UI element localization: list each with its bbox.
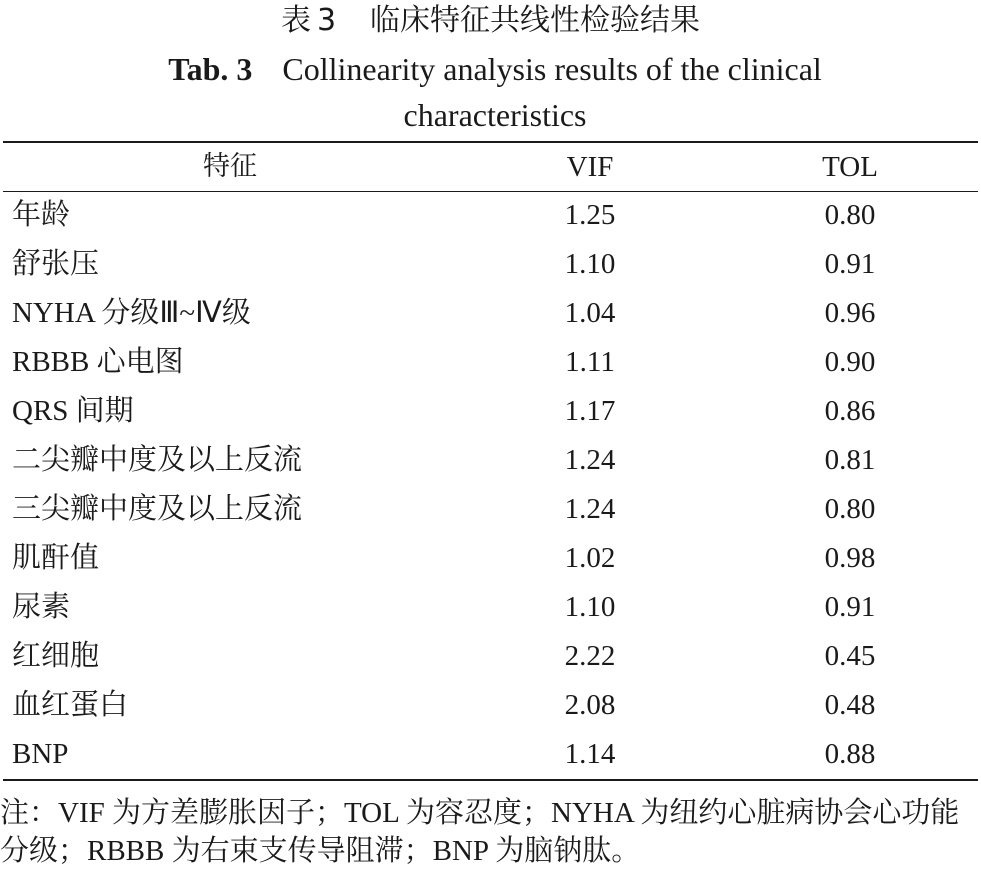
table-row bbox=[0, 485, 981, 534]
row-tol: 0.81 bbox=[824, 444, 876, 476]
row-tol: 0.80 bbox=[824, 199, 876, 231]
row-vif: 1.14 bbox=[564, 738, 616, 770]
row-vif: 2.08 bbox=[564, 689, 616, 721]
row-tol: 0.86 bbox=[824, 395, 876, 427]
row-feature: 尿素 bbox=[12, 591, 71, 623]
row-feature: 红细胞 bbox=[12, 640, 100, 672]
table-row bbox=[0, 191, 981, 240]
table-row bbox=[0, 338, 981, 387]
title-prefix: 表 bbox=[280, 3, 311, 38]
title-number-english: Tab. 3 bbox=[168, 51, 253, 87]
row-feature: 年龄 bbox=[12, 199, 71, 231]
row-tol: 0.96 bbox=[824, 297, 876, 329]
row-feature: NYHA 分级Ⅲ~Ⅳ级 bbox=[12, 297, 251, 329]
table-header-row bbox=[0, 143, 981, 191]
row-tol: 0.80 bbox=[824, 493, 876, 525]
title-number: 3 bbox=[316, 3, 337, 38]
row-feature: RBBB 心电图 bbox=[12, 346, 184, 378]
row-tol: 0.45 bbox=[824, 640, 876, 672]
table-row bbox=[0, 583, 981, 632]
table-title-english bbox=[150, 46, 840, 138]
row-feature: 三尖瓣中度及以上反流 bbox=[12, 493, 303, 525]
row-vif: 1.10 bbox=[564, 591, 616, 623]
table-row bbox=[0, 387, 981, 436]
row-vif: 1.24 bbox=[564, 493, 616, 525]
row-feature: 舒张压 bbox=[12, 248, 100, 280]
table-row bbox=[0, 240, 981, 289]
table-row bbox=[0, 681, 981, 730]
row-vif: 1.25 bbox=[564, 199, 616, 231]
header-vif: VIF bbox=[566, 151, 614, 183]
row-feature: QRS 间期 bbox=[12, 395, 134, 427]
row-tol: 0.90 bbox=[824, 346, 876, 378]
row-tol: 0.91 bbox=[824, 248, 876, 280]
table-row bbox=[0, 289, 981, 338]
row-feature: 肌酐值 bbox=[12, 542, 100, 574]
title-text-english: Collinearity analysis results of the clinical characteristics bbox=[282, 51, 822, 133]
row-tol: 0.91 bbox=[824, 591, 876, 623]
table-row bbox=[0, 632, 981, 681]
row-tol: 0.98 bbox=[824, 542, 876, 574]
row-tol: 0.88 bbox=[824, 738, 876, 770]
row-vif: 1.02 bbox=[564, 542, 616, 574]
row-feature: 二尖瓣中度及以上反流 bbox=[12, 444, 303, 476]
row-vif: 1.11 bbox=[565, 346, 615, 378]
title-text-chinese: 临床特征共线性检验结果 bbox=[370, 3, 701, 38]
row-vif: 1.24 bbox=[564, 444, 616, 476]
table-row bbox=[0, 436, 981, 485]
header-feature: 特征 bbox=[203, 151, 257, 182]
table-bottom-rule bbox=[3, 779, 978, 781]
table-row bbox=[0, 730, 981, 779]
row-feature: 血红蛋白 bbox=[12, 689, 129, 721]
row-vif: 1.10 bbox=[564, 248, 616, 280]
table-footnote: 注：VIF 为方差膨胀因子；TOL 为容忍度；NYHA 为纽约心脏病协会心功能分级；RBBB 为右束支传导阻滞；BNP 为脑钠肽。 bbox=[0, 797, 960, 867]
header-tol: TOL bbox=[822, 151, 878, 183]
row-vif: 2.22 bbox=[564, 640, 616, 672]
row-vif: 1.17 bbox=[564, 395, 616, 427]
row-tol: 0.48 bbox=[824, 689, 876, 721]
row-vif: 1.04 bbox=[564, 297, 616, 329]
row-feature: BNP bbox=[12, 738, 69, 770]
table-title-chinese bbox=[0, 0, 981, 42]
table-row bbox=[0, 534, 981, 583]
